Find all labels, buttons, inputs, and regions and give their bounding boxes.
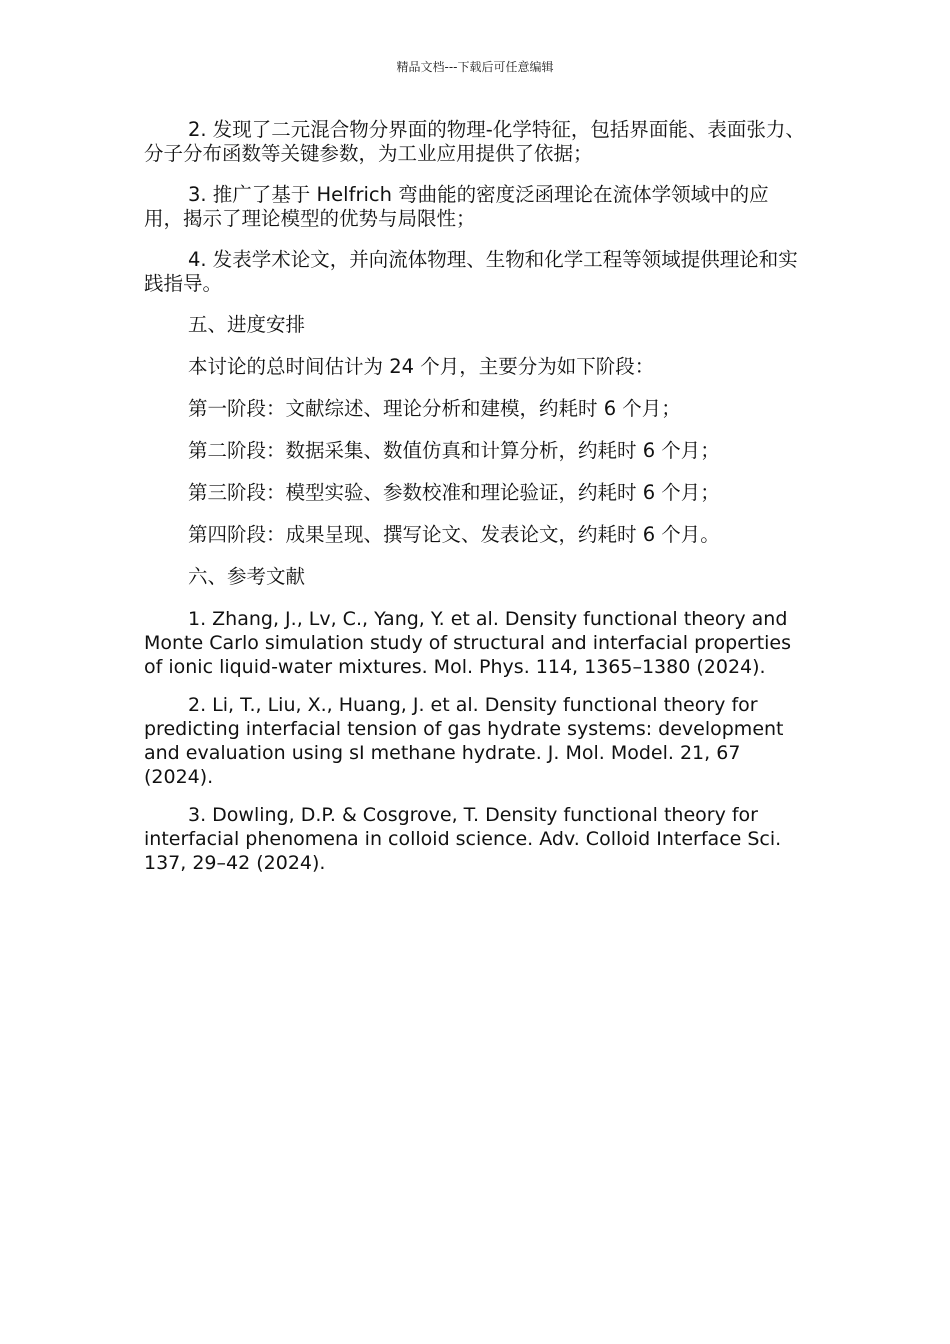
document-body <box>144 118 806 889</box>
reference-item-3: 3. Dowling, D.P. & Cosgrove, T. Density functional theory for interfacial phenomena in colloid science. Adv. Colloid Interface Sci. 137, 29–42 (2024). <box>144 804 782 874</box>
reference-item-1: 1. Zhang, J., Lv, C., Yang, Y. et al. Density functional theory and Monte Carlo simulation study of structural and interfacial properties of ionic liquid-water mixtures. Mol. Phys. 114, 1365–1380 (2024). <box>144 608 792 678</box>
schedule-phase-1: 第一阶段：文献综述、理论分析和建模，约耗时 6 个月； <box>188 397 681 420</box>
schedule-phase-2: 第二阶段：数据采集、数值仿真和计算分析，约耗时 6 个月； <box>188 439 720 462</box>
section-heading-schedule: 五、进度安排 <box>188 313 306 336</box>
schedule-intro: 本讨论的总时间估计为 24 个月，主要分为如下阶段： <box>188 355 655 378</box>
page-header: 精品文档---下载后可任意编辑 <box>396 60 554 74</box>
outcome-item-4: 4. 发表学术论文，并向流体物理、生物和化学工程等领域提供理论和实践指导。 <box>144 248 798 295</box>
reference-item-2: 2. Li, T., Liu, X., Huang, J. et al. Density functional theory for predicting interfacial tension of gas hydrate systems: development and evaluation using sI methane hydrate. J. Mol. Model. 21, 67 (2024). <box>144 694 784 788</box>
schedule-phase-3: 第三阶段：模型实验、参数校准和理论验证，约耗时 6 个月； <box>188 481 720 504</box>
outcome-item-3: 3. 推广了基于 Helfrich 弯曲能的密度泛函理论在流体学领域中的应用，揭示了理论模型的优势与局限性； <box>144 183 769 230</box>
schedule-phase-4: 第四阶段：成果呈现、撰写论文、发表论文，约耗时 6 个月。 <box>188 523 720 546</box>
outcome-item-2: 2. 发现了二元混合物分界面的物理-化学特征，包括界面能、表面张力、分子分布函数等关键参数，为工业应用提供了依据； <box>144 118 805 165</box>
section-heading-references: 六、参考文献 <box>188 565 306 588</box>
